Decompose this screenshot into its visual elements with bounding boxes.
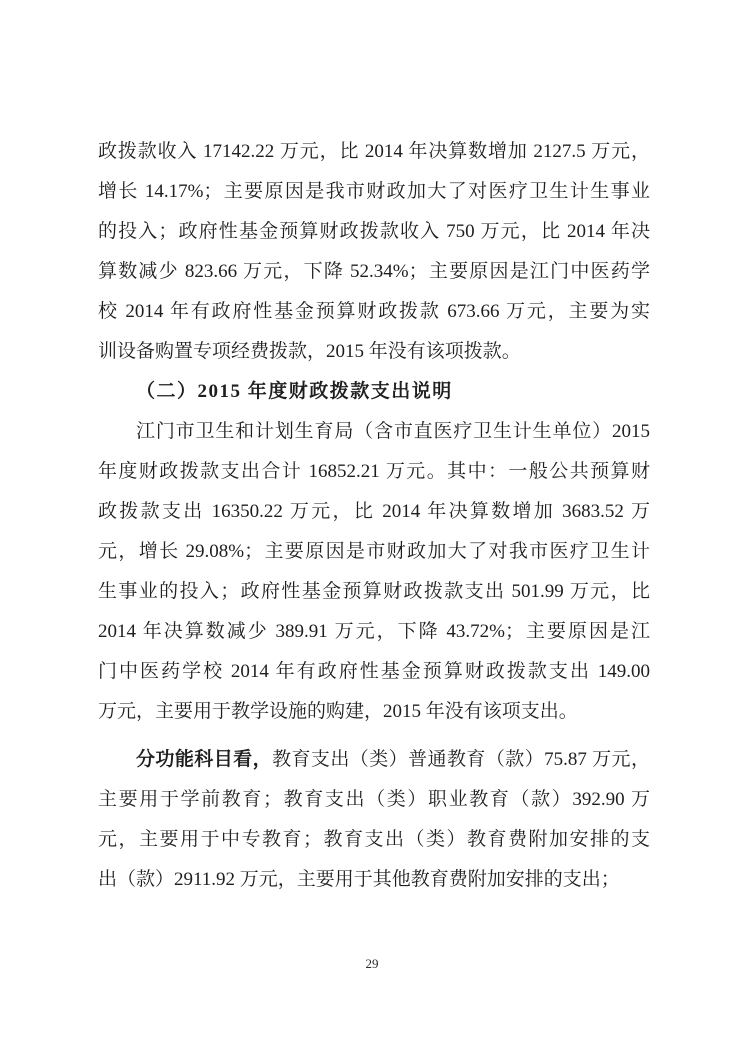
body-text-line: 的投入；政府性基金预算财政拨款收入 750 万元，比 2014 年决 <box>98 221 650 242</box>
body-text-line: 生事业的投入；政府性基金预算财政拨款支出 501.99 万元，比 <box>98 581 650 602</box>
lead-in-bold-text: 分功能科目看， <box>136 749 273 770</box>
body-text-line: 训设备购置专项经费拨款，2015 年没有该项拨款。 <box>98 341 521 362</box>
paragraph-fiscal-revenue <box>98 132 650 372</box>
body-text-line: 门中医药学校 2014 年有政府性基金预算财政拨款支出 149.00 <box>98 661 650 682</box>
page-number: 29 <box>365 956 379 971</box>
body-text-line: 增长 14.17%；主要原因是我市财政加大了对医疗卫生计生事业 <box>98 181 650 202</box>
body-text-line: 主要用于学前教育；教育支出（类）职业教育（款）392.90 万 <box>98 789 650 810</box>
body-text-line: 元，增长 29.08%；主要原因是市财政加大了对我市医疗卫生计 <box>98 541 650 562</box>
body-text-line: 政拨款收入 17142.22 万元，比 2014 年决算数增加 2127.5 万元， <box>98 141 650 162</box>
body-text-line: 校 2014 年有政府性基金预算财政拨款 673.66 万元，主要为实 <box>98 301 650 322</box>
body-text-span: 教育支出（类）普通教育（款）75.87 万元， <box>272 749 650 770</box>
body-text-line: 江门市卫生和计划生育局（含市直医疗卫生计生单位）2015 <box>136 421 650 442</box>
body-text-line: 算数减少 823.66 万元，下降 52.34%；主要原因是江门中医药学 <box>98 261 650 282</box>
body-text-line: 出（款）2911.92 万元，主要用于其他教育费附加安排的支出； <box>98 869 620 890</box>
paragraph-functional-categories <box>98 740 650 900</box>
section-heading: （二）2015 年度财政拨款支出说明 <box>136 381 453 402</box>
body-text-line: 万元，主要用于教学设施的购建，2015 年没有该项支出。 <box>98 701 578 722</box>
body-text-line: 年度财政拨款支出合计 16852.21 万元。其中：一般公共预算财 <box>98 461 650 482</box>
body-text-line: 政拨款支出 16350.22 万元，比 2014 年决算数增加 3683.52 万 <box>98 501 650 522</box>
body-text-line: 2014 年决算数减少 389.91 万元，下降 43.72%；主要原因是江 <box>98 621 650 642</box>
paragraph-fiscal-expenditure <box>98 412 650 732</box>
body-text-line: 元，主要用于中专教育；教育支出（类）教育费附加安排的支 <box>98 829 650 850</box>
body-text-line <box>98 740 650 780</box>
text-block <box>98 132 650 900</box>
